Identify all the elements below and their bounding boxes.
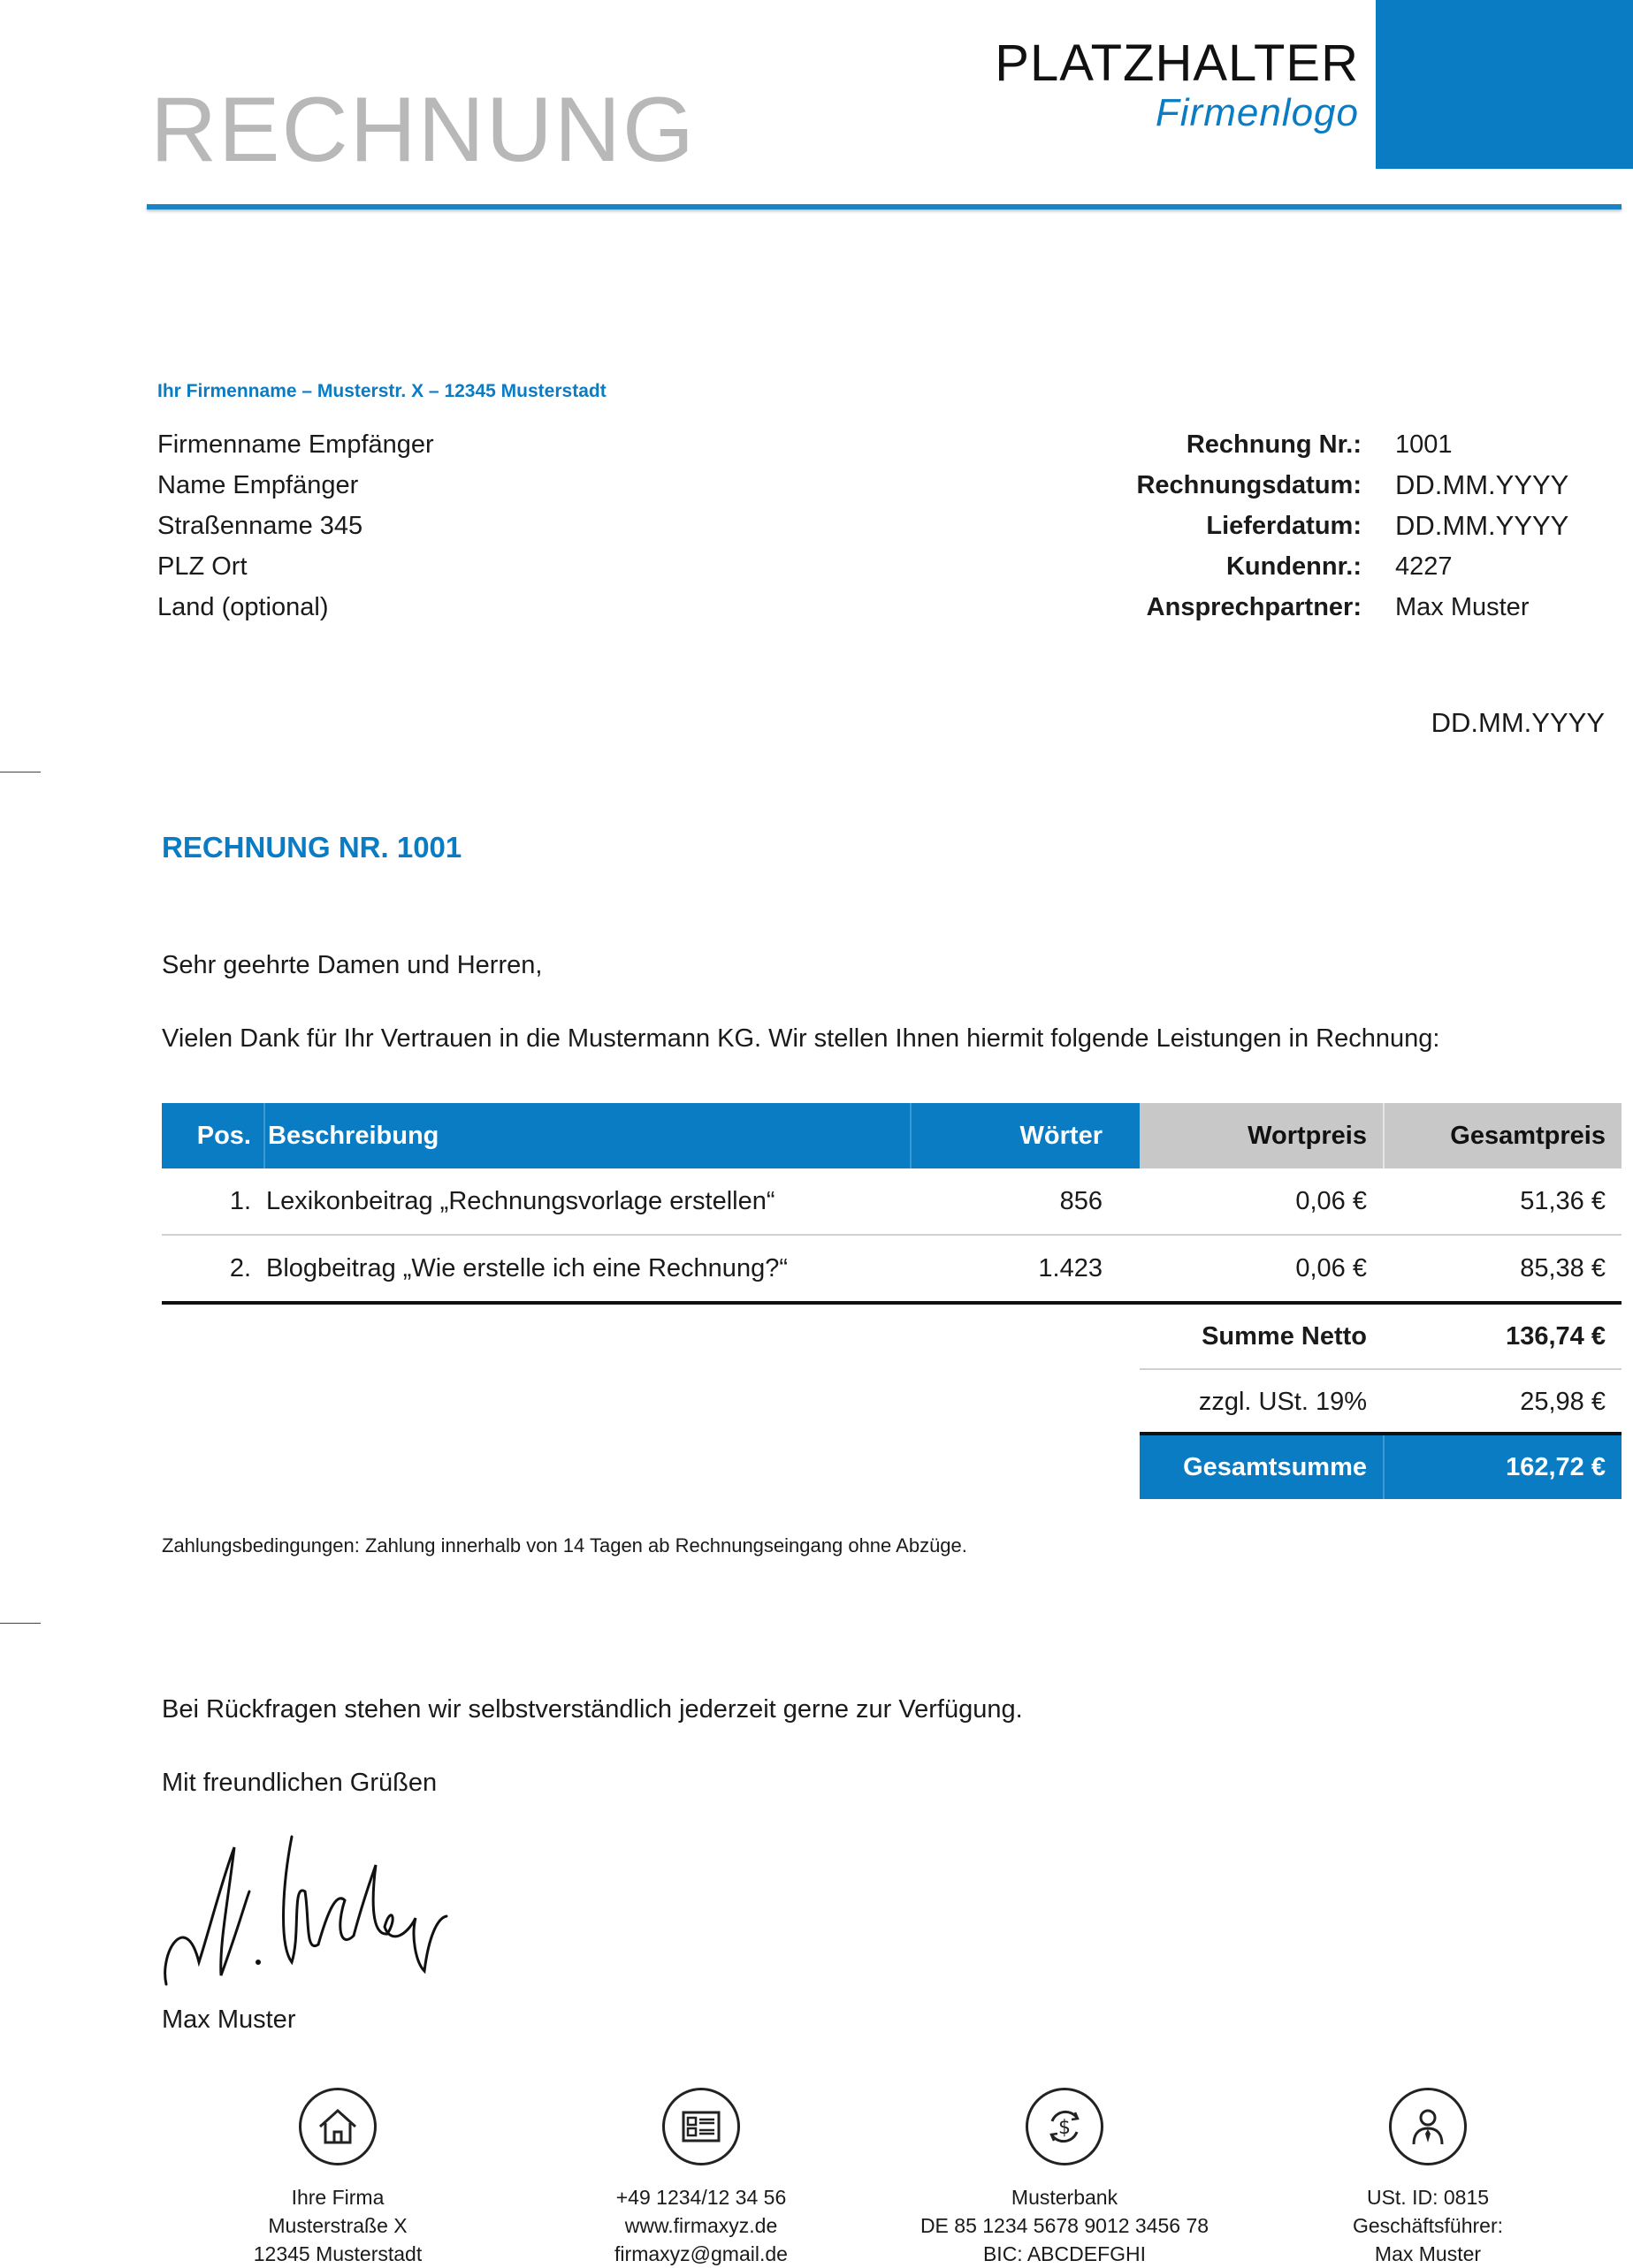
footer-company [152, 2088, 523, 2268]
payment-terms: Zahlungsbedingungen: Zahlung innerhalb von 14 Tagen ab Rechnungseingang ohne Abzüge. [162, 1534, 967, 1556]
logo-main-text: PLATZHALTER [995, 34, 1359, 92]
invoice-number: 1001 [1395, 430, 1453, 459]
footer-bank [879, 2088, 1250, 2268]
tax-label: zzgl. USt. 19% [1198, 1387, 1367, 1416]
column-header-word-price: Wortpreis [1140, 1103, 1383, 1168]
cell-description: Blogbeitrag „Wie erstelle ich eine Rechnung?“ [266, 1253, 788, 1282]
column-header-words: Wörter [912, 1103, 1140, 1168]
footer-line: www.firmaxyz.de [624, 2214, 778, 2237]
column-header-description: Beschreibung [263, 1103, 912, 1168]
footer-line: 12345 Musterstadt [253, 2242, 423, 2265]
footer-line: BIC: ABCDEFGHI [982, 2242, 1147, 2265]
meta-label: Lieferdatum: [1206, 512, 1362, 540]
meta-label: Rechnungsdatum: [1136, 471, 1362, 499]
footer-line: firmaxyz@gmail.de [614, 2242, 788, 2265]
footer-line: Max Muster [1374, 2242, 1482, 2265]
cell-position: 1. [229, 1186, 251, 1215]
cell-word-price: 0,06 € [1295, 1253, 1367, 1282]
meta-label: Ansprechpartner: [1146, 593, 1362, 621]
logo-sub-text: Firmenlogo [1155, 90, 1359, 134]
footer-line: DE 85 1234 5678 9012 3456 78 [920, 2214, 1209, 2237]
invoice-meta-labels [1136, 424, 1362, 628]
manager-icon [1389, 2088, 1467, 2165]
delivery-date: DD.MM.YYYY [1395, 510, 1569, 541]
grand-total-value: 162,72 € [1383, 1435, 1622, 1499]
recipient-address [157, 424, 434, 628]
grand-total-row [162, 1434, 1622, 1497]
footer-line: USt. ID: 0815 [1366, 2186, 1490, 2209]
meta-label: Rechnung Nr.: [1186, 430, 1362, 459]
tax-value: 25,98 € [1520, 1387, 1606, 1416]
logo-box [1376, 0, 1633, 169]
invoice-date: DD.MM.YYYY [1395, 469, 1569, 500]
net-sum-value: 136,74 € [1506, 1321, 1606, 1351]
meta-label: Kundennr.: [1225, 552, 1362, 581]
letter-date: DD.MM.YYYY [1431, 707, 1605, 738]
column-header-position: Pos. [162, 1103, 263, 1168]
cell-description: Lexikonbeitrag „Rechnungsvorlage erstellen“ [266, 1186, 775, 1215]
intro-text: Vielen Dank für Ihr Vertrauen in die Mustermann KG. Wir stellen Ihnen hiermit folgende Leistungen in Rechnung: [162, 1024, 1440, 1053]
net-sum-row [162, 1305, 1622, 1368]
net-sum-label: Summe Netto [1202, 1321, 1367, 1351]
handwritten-signature [159, 1830, 451, 1998]
footer-line: Geschäftsführer: [1352, 2214, 1504, 2237]
invoice-table [162, 1103, 1622, 1497]
cell-words: 856 [1059, 1186, 1103, 1215]
table-row [162, 1236, 1622, 1305]
tax-row [162, 1370, 1622, 1434]
recipient-line: PLZ Ort [157, 552, 248, 581]
header-divider [147, 204, 1622, 209]
cell-position: 2. [229, 1253, 251, 1282]
closing-greeting: Mit freundlichen Grüßen [162, 1769, 438, 1797]
bank-exchange-icon [1026, 2088, 1103, 2165]
fold-mark [0, 1623, 41, 1624]
footer-contact [515, 2088, 887, 2268]
recipient-line: Firmenname Empfänger [157, 430, 434, 459]
document-title: RECHNUNG [150, 79, 696, 181]
salutation: Sehr geehrte Damen und Herren, [162, 951, 543, 979]
footer-line: Musterstraße X [268, 2214, 408, 2237]
column-header-total-price: Gesamtpreis [1383, 1103, 1622, 1168]
table-row [162, 1168, 1622, 1236]
cell-words: 1.423 [1038, 1253, 1103, 1282]
contact-card-icon [662, 2088, 740, 2165]
sender-line: Ihr Firmenname – Musterstr. X – 12345 Musterstadt [157, 381, 607, 401]
invoice-heading: RECHNUNG NR. 1001 [162, 831, 462, 864]
company-logo-text [995, 35, 1359, 134]
closing-text: Bei Rückfragen stehen wir selbstverständlich jederzeit gerne zur Verfügung. [162, 1695, 1023, 1724]
recipient-line: Name Empfänger [157, 471, 359, 499]
cell-total-price: 51,36 € [1520, 1186, 1606, 1215]
recipient-line: Straßenname 345 [157, 512, 363, 540]
house-icon [299, 2088, 377, 2165]
cell-total-price: 85,38 € [1520, 1253, 1606, 1282]
table-header-row [162, 1103, 1622, 1168]
footer-line: +49 1234/12 34 56 [615, 2186, 787, 2209]
invoice-meta-values [1395, 424, 1568, 628]
grand-total-label: Gesamtsumme [1140, 1435, 1383, 1499]
customer-number: 4227 [1395, 552, 1453, 581]
footer-line: Musterbank [1011, 2186, 1118, 2209]
recipient-line: Land (optional) [157, 593, 329, 621]
footer-legal [1242, 2088, 1614, 2268]
contact-person: Max Muster [1395, 593, 1530, 621]
signer-name: Max Muster [162, 2005, 296, 2034]
footer-line: Ihre Firma [291, 2186, 385, 2209]
svg-text:$: $ [1058, 2117, 1071, 2139]
cell-word-price: 0,06 € [1295, 1186, 1367, 1215]
